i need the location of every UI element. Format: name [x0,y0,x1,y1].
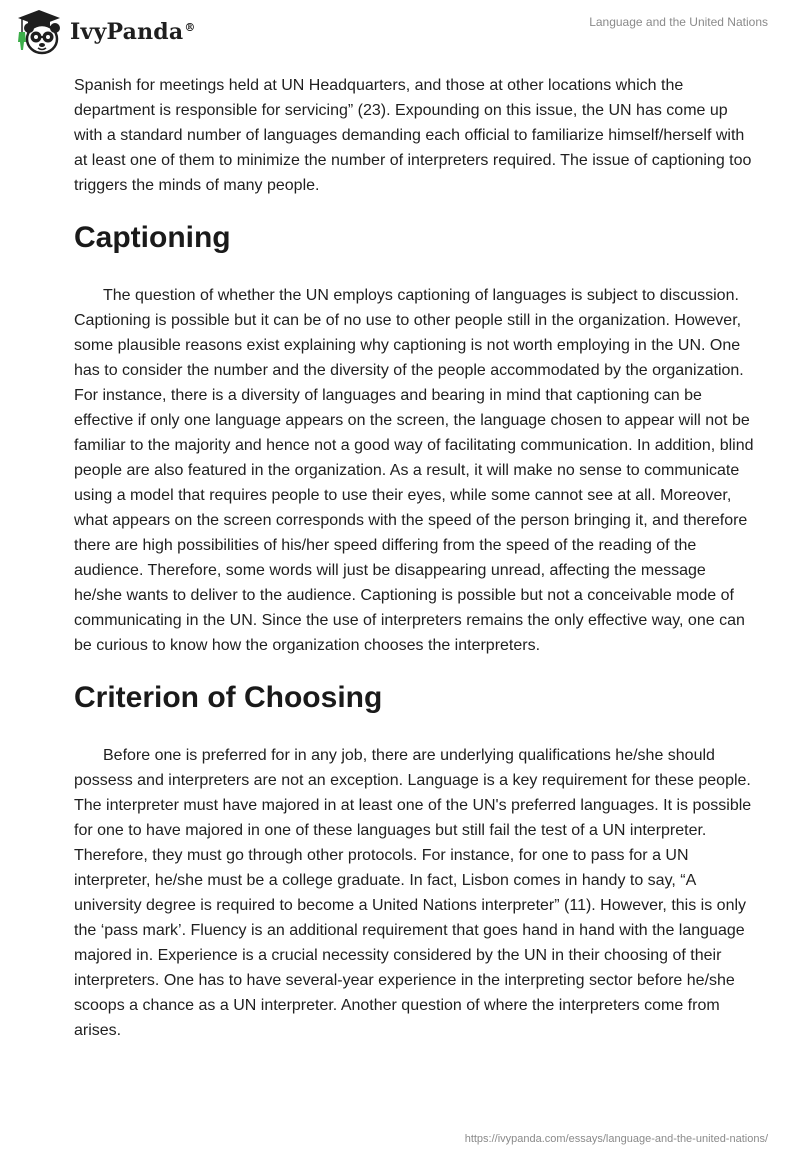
essay-body [74,73,754,1043]
page-header [0,0,800,64]
intro-paragraph: Spanish for meetings held at UN Headquarters, and those at other locations which the department is responsible for servicing” (23). Expounding on this issue, the UN has come up with a standard number of languages demanding each official to familiarize himself/herself with at least one of them to minimize the number of interpreters required. The issue of captioning too triggers the minds of many people. [74,77,752,194]
ivypanda-logo[interactable] [14,8,196,56]
panda-graduate-icon [14,8,64,56]
section-heading-captioning: Captioning [74,221,231,254]
source-url[interactable]: https://ivypanda.com/essays/language-and-the-united-nations/ [464,1133,768,1145]
logo-wordmark: IvyPanda® [70,19,196,45]
running-title: Language and the United Nations [589,15,768,29]
section-heading-criterion-of-choosing: Criterion of Choosing [74,681,383,714]
criterion-paragraph: Before one is preferred for in any job, there are underlying qualifications he/she should possess and interpreters are not an exception. Language is a key requirement for these people. The interpreter must have majored in at least one of the UN's preferred languages. It is possible for one to have majored in one of these languages but still fail the test of a UN interpreter. Therefore, they must go through other protocols. For instance, for one to pass for a UN interpreter, he/she must be a college graduate. In fact, Lisbon comes in handy to say, “A university degree is required to become a United Nations interpreter” (11). However, this is only the ‘pass mark’. Fluency is an additional requirement that goes hand in hand with the language majored in. Experience is a crucial necessity considered by the UN in their choosing of their interpreters. One has to have several-year experience in the interpreting sector before he/she scoops a chance as a UN interpreter. Another question of where the interpreters come from arises. [74,747,752,1039]
captioning-paragraph: The question of whether the UN employs captioning of languages is subject to discussion. Captioning is possible but it can be of no use to other people still in the organization. However, some plausible reasons exist explaining why captioning is not worth employing in the UN. One has to consider the number and the diversity of the people accommodated by the organization. For instance, there is a diversity of languages and bearing in mind that captioning can be effective if only one language appears on the screen, the language chosen to appear will not be familiar to the majority and hence not a good way of facilitating communication. In addition, blind people are also featured in the organization. As a result, it will make no sense to communicate using a model that requires people to use their eyes, while some cannot see at all. Moreover, what appears on the screen corresponds with the speed of the person bringing it, and therefore there are high possibilities of his/her speed differing from the speed of the reading of the audience. Therefore, some words will just be disappearing unread, affecting the message he/she wants to deliver to the audience. Captioning is possible but not a conceivable mode of communicating in the UN. Since the use of interpreters remains the only effective way, one can be curious to know how the organization chooses the interpreters. [74,287,754,654]
